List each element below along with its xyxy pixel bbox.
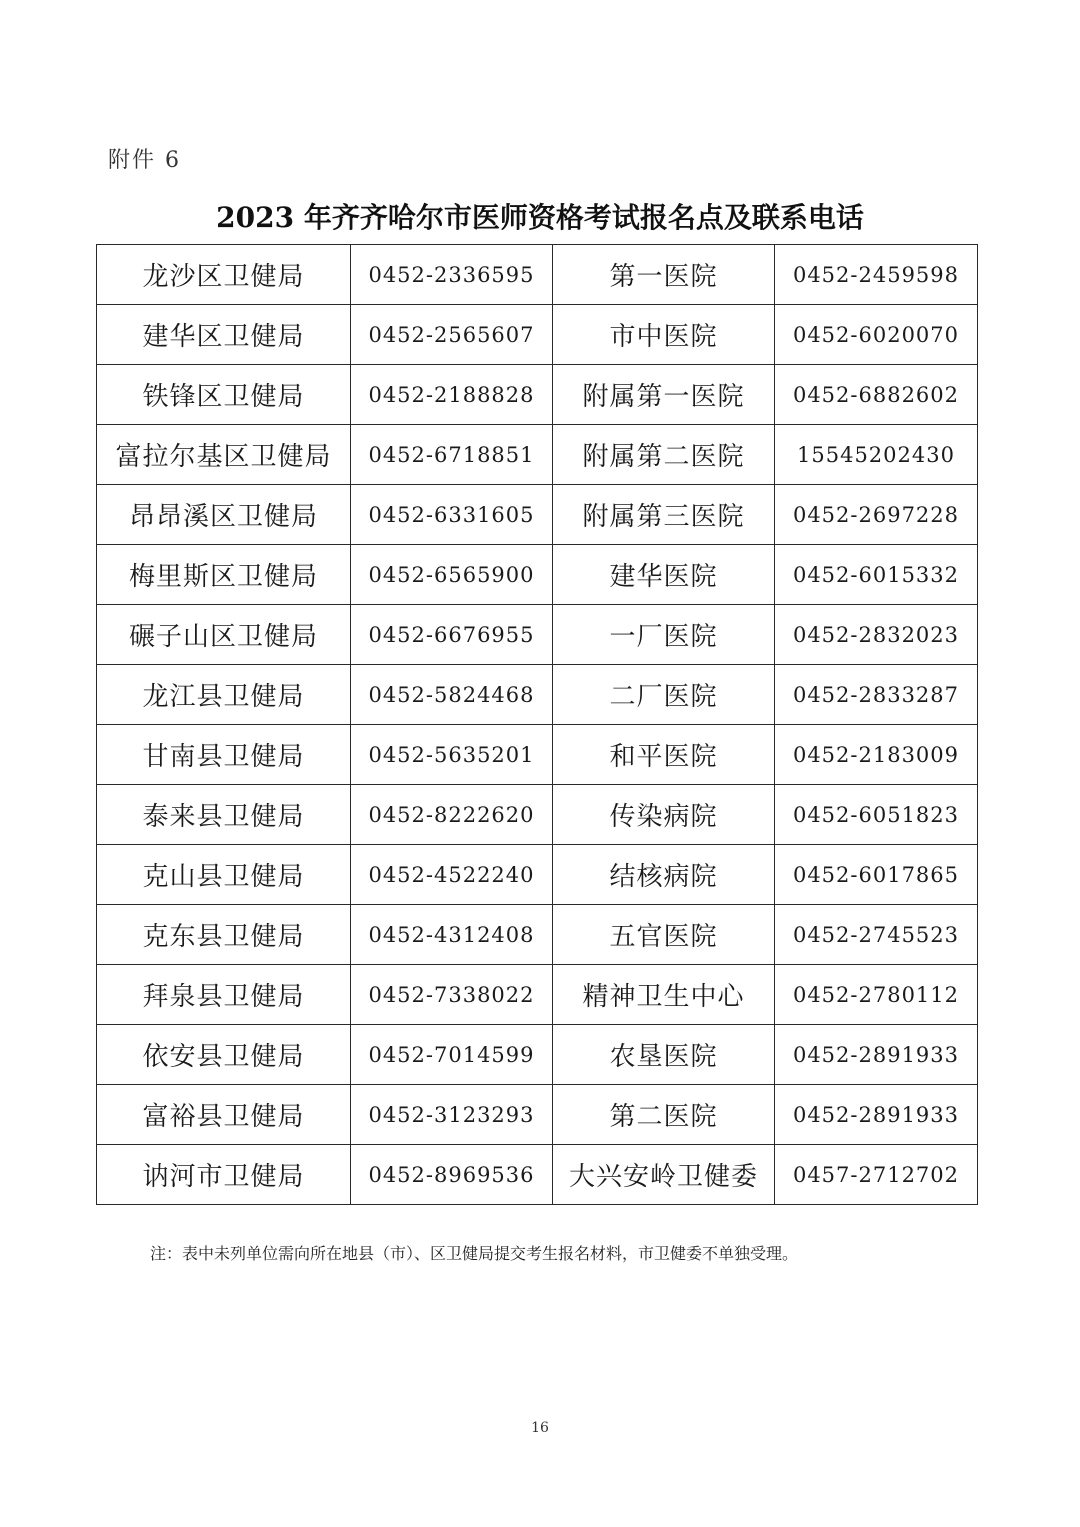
hospital-phone-cell: 0457-2712702 <box>775 1145 978 1205</box>
district-phone-cell: 0452-2336595 <box>351 245 553 305</box>
hospital-phone-cell: 0452-2833287 <box>775 665 978 725</box>
page-number: 16 <box>531 1420 549 1436</box>
district-phone-cell: 0452-2565607 <box>351 305 553 365</box>
table-row <box>97 1145 978 1205</box>
table-row <box>97 665 978 725</box>
attachment-label: 附件 6 <box>108 148 181 173</box>
hospital-unit-cell: 附属第三医院 <box>553 485 775 545</box>
district-unit-cell: 甘南县卫健局 <box>97 725 351 785</box>
district-unit-cell: 富拉尔基区卫健局 <box>97 425 351 485</box>
hospital-unit-cell: 附属第二医院 <box>553 425 775 485</box>
district-phone-cell: 0452-7014599 <box>351 1025 553 1085</box>
district-unit-cell: 拜泉县卫健局 <box>97 965 351 1025</box>
hospital-phone-cell: 0452-6020070 <box>775 305 978 365</box>
district-unit-cell: 克东县卫健局 <box>97 905 351 965</box>
table-row <box>97 605 978 665</box>
district-phone-cell: 0452-2188828 <box>351 365 553 425</box>
table-row <box>97 245 978 305</box>
hospital-phone-cell: 0452-6051823 <box>775 785 978 845</box>
hospital-unit-cell: 附属第一医院 <box>553 365 775 425</box>
hospital-unit-cell: 市中医院 <box>553 305 775 365</box>
district-unit-cell: 克山县卫健局 <box>97 845 351 905</box>
table-row <box>97 1085 978 1145</box>
table-row <box>97 905 978 965</box>
hospital-unit-cell: 二厂医院 <box>553 665 775 725</box>
district-unit-cell: 依安县卫健局 <box>97 1025 351 1085</box>
hospital-phone-cell: 0452-2891933 <box>775 1085 978 1145</box>
hospital-unit-cell: 农垦医院 <box>553 1025 775 1085</box>
hospital-unit-cell: 传染病院 <box>553 785 775 845</box>
table-row <box>97 425 978 485</box>
district-unit-cell: 昂昂溪区卫健局 <box>97 485 351 545</box>
table-row <box>97 785 978 845</box>
district-phone-cell: 0452-3123293 <box>351 1085 553 1145</box>
table-row <box>97 485 978 545</box>
table-body <box>97 245 978 1205</box>
table-row <box>97 845 978 905</box>
hospital-unit-cell: 一厂医院 <box>553 605 775 665</box>
hospital-unit-cell: 和平医院 <box>553 725 775 785</box>
table-row <box>97 545 978 605</box>
hospital-unit-cell: 精神卫生中心 <box>553 965 775 1025</box>
hospital-phone-cell: 15545202430 <box>775 425 978 485</box>
table-row <box>97 305 978 365</box>
hospital-unit-cell: 第一医院 <box>553 245 775 305</box>
district-unit-cell: 碾子山区卫健局 <box>97 605 351 665</box>
district-unit-cell: 铁锋区卫健局 <box>97 365 351 425</box>
hospital-phone-cell: 0452-6015332 <box>775 545 978 605</box>
hospital-phone-cell: 0452-2183009 <box>775 725 978 785</box>
hospital-phone-cell: 0452-2745523 <box>775 905 978 965</box>
hospital-phone-cell: 0452-6882602 <box>775 365 978 425</box>
district-phone-cell: 0452-6676955 <box>351 605 553 665</box>
district-phone-cell: 0452-4522240 <box>351 845 553 905</box>
hospital-unit-cell: 建华医院 <box>553 545 775 605</box>
district-unit-cell: 梅里斯区卫健局 <box>97 545 351 605</box>
hospital-unit-cell: 结核病院 <box>553 845 775 905</box>
district-unit-cell: 泰来县卫健局 <box>97 785 351 845</box>
table-row <box>97 965 978 1025</box>
district-phone-cell: 0452-6565900 <box>351 545 553 605</box>
hospital-phone-cell: 0452-2780112 <box>775 965 978 1025</box>
district-phone-cell: 0452-5824468 <box>351 665 553 725</box>
hospital-phone-cell: 0452-2459598 <box>775 245 978 305</box>
district-unit-cell: 富裕县卫健局 <box>97 1085 351 1145</box>
district-unit-cell: 龙江县卫健局 <box>97 665 351 725</box>
table-row <box>97 725 978 785</box>
district-phone-cell: 0452-8969536 <box>351 1145 553 1205</box>
hospital-phone-cell: 0452-2891933 <box>775 1025 978 1085</box>
hospital-phone-cell: 0452-6017865 <box>775 845 978 905</box>
district-phone-cell: 0452-8222620 <box>351 785 553 845</box>
district-unit-cell: 讷河市卫健局 <box>97 1145 351 1205</box>
hospital-unit-cell: 第二医院 <box>553 1085 775 1145</box>
district-phone-cell: 0452-4312408 <box>351 905 553 965</box>
district-phone-cell: 0452-6331605 <box>351 485 553 545</box>
table-row <box>97 1025 978 1085</box>
district-unit-cell: 建华区卫健局 <box>97 305 351 365</box>
hospital-phone-cell: 0452-2697228 <box>775 485 978 545</box>
contact-table <box>96 244 978 1205</box>
district-phone-cell: 0452-7338022 <box>351 965 553 1025</box>
district-unit-cell: 龙沙区卫健局 <box>97 245 351 305</box>
footnote: 注：表中未列单位需向所在地县（市）、区卫健局提交考生报名材料，市卫健委不单独受理。 <box>150 1244 799 1263</box>
table-row <box>97 365 978 425</box>
hospital-unit-cell: 五官医院 <box>553 905 775 965</box>
hospital-unit-cell: 大兴安岭卫健委 <box>553 1145 775 1205</box>
hospital-phone-cell: 0452-2832023 <box>775 605 978 665</box>
page-title: 2023 年齐齐哈尔市医师资格考试报名点及联系电话 <box>216 201 864 234</box>
district-phone-cell: 0452-6718851 <box>351 425 553 485</box>
district-phone-cell: 0452-5635201 <box>351 725 553 785</box>
